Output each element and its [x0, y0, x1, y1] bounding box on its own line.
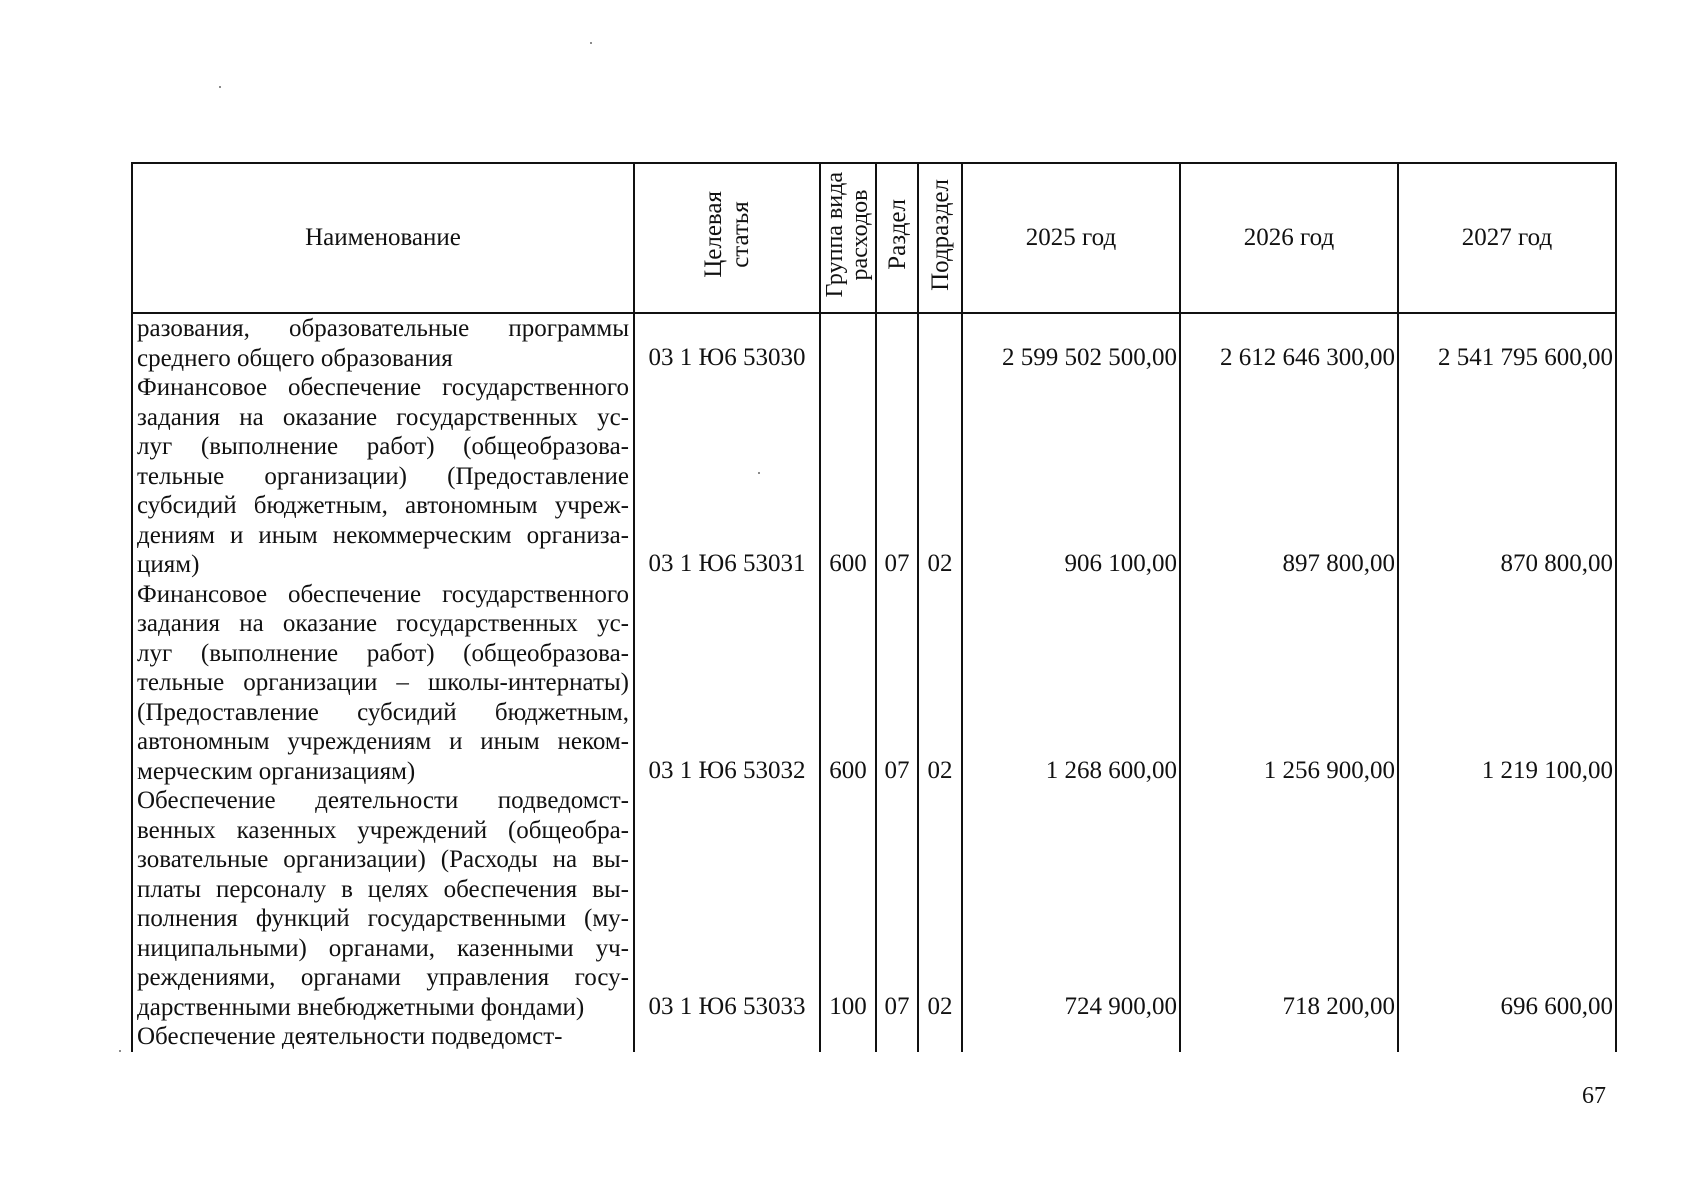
row-expense-group-cell: 600 — [820, 373, 876, 580]
row-code-cell — [634, 1022, 820, 1052]
row-name-line: Обеспечение деятельности подведомст- — [137, 787, 629, 814]
row-subsection-cell — [918, 1022, 962, 1052]
row-name-line: дениям и иным некоммерческим организа- — [137, 521, 629, 549]
row-name-cell — [132, 786, 634, 1022]
header-target-article-label: Целевая статья — [700, 191, 754, 279]
row-name-line: реждениями, органами управления госу- — [137, 964, 629, 991]
row-name-line: зовательные организации) (Расходы на вы- — [137, 846, 629, 873]
budget-table-container — [131, 162, 1614, 1052]
row-2027-value: 870 800,00 — [1398, 373, 1616, 580]
row-subsection-cell: 02 — [918, 373, 962, 580]
row-name-line: ниципальными) органами, казенными уч- — [137, 934, 629, 962]
row-2026-value: 718 200,00 — [1180, 786, 1398, 1022]
row-section-cell: 07 — [876, 373, 918, 580]
row-name-line: тельные организации) (Предоставление — [137, 462, 629, 490]
row-code-cell: 03 1 Ю6 53030 — [634, 313, 820, 373]
header-expense-group-label: Группа вида расходов — [821, 172, 873, 298]
row-2027-value: 2 541 795 600,00 — [1398, 313, 1616, 373]
row-name-line: задания на оказание государственных ус- — [137, 610, 629, 637]
header-expense-group — [820, 163, 876, 313]
row-subsection-cell: 02 — [918, 580, 962, 787]
row-code-cell: 03 1 Ю6 53032 — [634, 580, 820, 787]
header-year-2025: 2025 год — [962, 163, 1180, 313]
row-name-line: автономным учреждениям и иным неком- — [137, 728, 629, 755]
row-2026-value: 897 800,00 — [1180, 373, 1398, 580]
table-row — [132, 373, 1616, 580]
scan-speck — [119, 1050, 121, 1052]
row-section-cell: 07 — [876, 580, 918, 787]
page-number: 67 — [1582, 1083, 1606, 1109]
scan-speck — [590, 42, 592, 44]
budget-table — [131, 162, 1617, 1052]
table-row — [132, 313, 1616, 373]
header-subsection — [918, 163, 962, 313]
row-name-line: субсидий бюджетным, автономным учреж- — [137, 492, 629, 519]
header-target-article — [634, 163, 820, 313]
row-2027-value: 1 219 100,00 — [1398, 580, 1616, 787]
row-2027-value: 696 600,00 — [1398, 786, 1616, 1022]
row-subsection-cell: 02 — [918, 786, 962, 1022]
row-2025-value: 724 900,00 — [962, 786, 1180, 1022]
row-subsection-cell — [918, 313, 962, 373]
row-name-cell — [132, 1022, 634, 1052]
row-2026-value: 2 612 646 300,00 — [1180, 313, 1398, 373]
table-row — [132, 786, 1616, 1022]
header-row — [132, 163, 1616, 313]
row-2025-value: 906 100,00 — [962, 373, 1180, 580]
header-section — [876, 163, 918, 313]
row-name-line: платы персоналу в целях обеспечения вы- — [137, 875, 629, 903]
table-row — [132, 580, 1616, 787]
row-expense-group-cell: 100 — [820, 786, 876, 1022]
table-header — [132, 163, 1616, 313]
row-name-line: Обеспечение деятельности подведомст- — [137, 1023, 563, 1050]
row-name-cell — [132, 580, 634, 787]
header-name: Наименование — [132, 163, 634, 313]
row-2026-value — [1180, 1022, 1398, 1052]
row-name-line: циям) — [137, 551, 200, 578]
row-name-cell — [132, 313, 634, 373]
table-row — [132, 1022, 1616, 1052]
row-expense-group-cell — [820, 313, 876, 373]
row-name-line: луг (выполнение работ) (общеобразова- — [137, 433, 629, 460]
row-name-line: дарственными внебюджетными фондами) — [137, 993, 585, 1021]
row-2025-value: 2 599 502 500,00 — [962, 313, 1180, 373]
header-year-2027: 2027 год — [1398, 163, 1616, 313]
row-section-cell — [876, 1022, 918, 1052]
row-2026-value: 1 256 900,00 — [1180, 580, 1398, 787]
row-name-line: мерческим организациям) — [137, 757, 416, 785]
row-name-line: венных казенных учреждений (общеобра- — [137, 816, 629, 844]
row-expense-group-cell: 600 — [820, 580, 876, 787]
scan-speck — [219, 86, 221, 88]
row-name-line: задания на оказание государственных ус- — [137, 403, 629, 431]
row-name-line: разования, образовательные программы — [137, 315, 629, 342]
header-year-2026: 2026 год — [1180, 163, 1398, 313]
row-2025-value — [962, 1022, 1180, 1052]
row-name-line: Финансовое обеспечение государственного — [137, 374, 629, 401]
row-code-cell: 03 1 Ю6 53033 — [634, 786, 820, 1022]
row-name-line: (Предоставление субсидий бюджетным, — [137, 698, 629, 726]
row-2027-value — [1398, 1022, 1616, 1052]
row-name-line: тельные организации – школы-интернаты) — [137, 669, 629, 696]
row-2025-value: 1 268 600,00 — [962, 580, 1180, 787]
row-name-line: Финансовое обеспечение государственного — [137, 580, 629, 608]
row-section-cell: 07 — [876, 786, 918, 1022]
row-section-cell — [876, 313, 918, 373]
row-expense-group-cell — [820, 1022, 876, 1052]
table-body — [132, 313, 1616, 1052]
row-name-line: полнения функций государственными (му- — [137, 905, 629, 932]
row-name-line: среднего общего образования — [137, 344, 453, 372]
row-code-cell: 03 1 Ю6 53031 — [634, 373, 820, 580]
header-subsection-label: Подраздел — [926, 178, 954, 291]
header-section-label: Раздел — [883, 199, 911, 271]
row-name-line: луг (выполнение работ) (общеобразова- — [137, 639, 629, 667]
row-name-cell — [132, 373, 634, 580]
scan-speck — [758, 472, 760, 474]
